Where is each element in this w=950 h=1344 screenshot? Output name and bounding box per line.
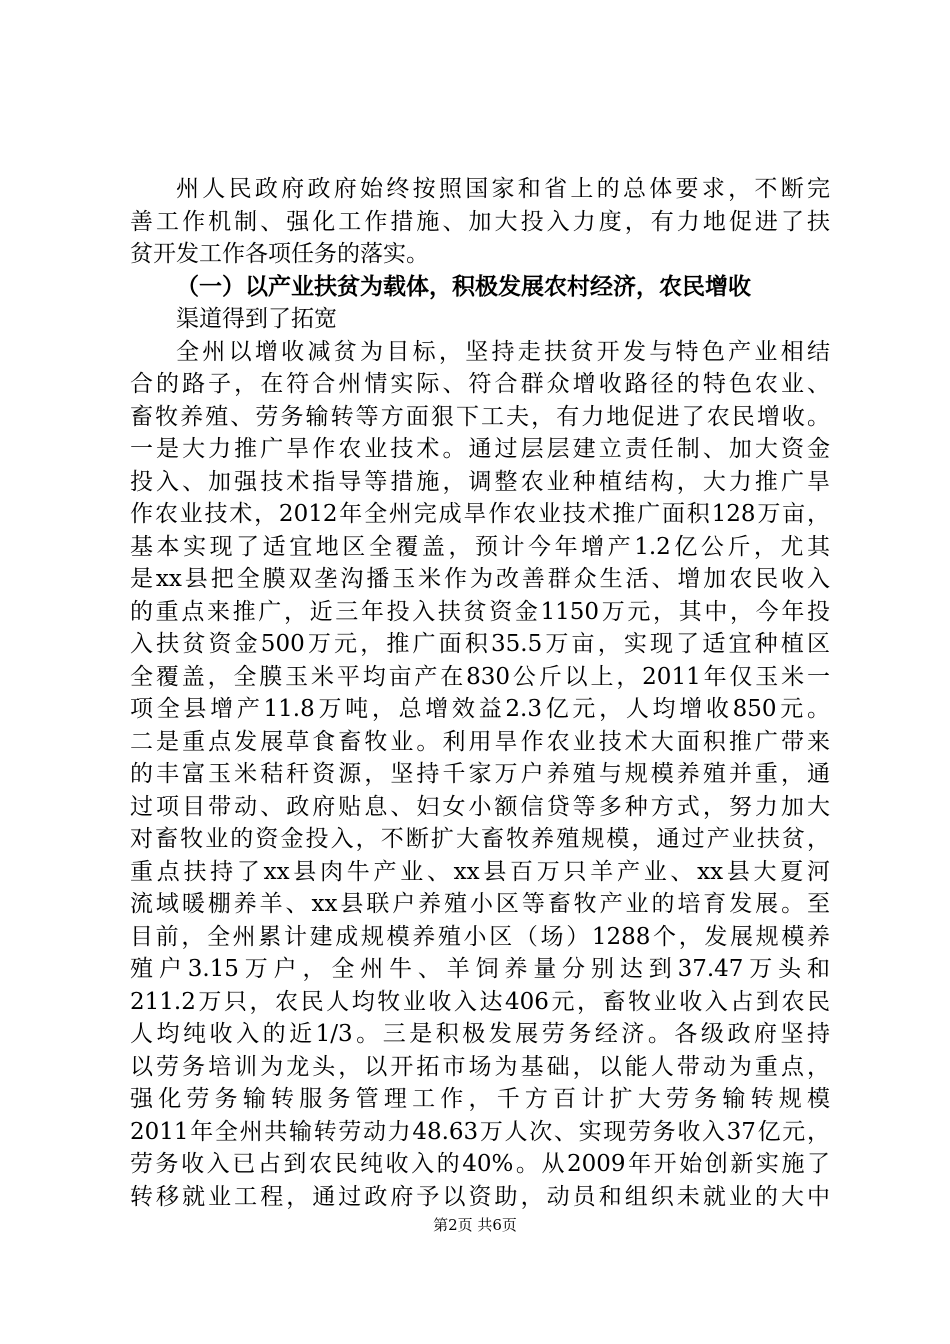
paragraph-line: 合的路子，在符合州情实际、符合群众增收路径的特色农业、 (130, 371, 830, 397)
paragraph-line: 以劳务培训为龙头，以开拓市场为基础，以能人带动为重点， (130, 1053, 830, 1080)
paragraph-line: 全州以增收减贫为目标，坚持走扶贫开发与特色产业相结 (176, 338, 830, 365)
paragraph-line: 基本实现了适宜地区全覆盖，预计今年增产1.2亿公斤，尤其 (130, 533, 830, 560)
paragraph-line: 是xx县把全膜双垄沟播玉米作为改善群众生活、增加农民收入 (130, 566, 830, 592)
paragraph-line: 的丰富玉米秸秆资源，坚持千家万户养殖与规模养殖并重，通 (130, 761, 830, 787)
paragraph-line: 投入、加强技术指导等措施，调整农业种植结构，大力推广旱 (130, 468, 830, 495)
paragraph-line: 州人民政府政府始终按照国家和省上的总体要求，不断完 (176, 176, 830, 202)
paragraph-line: 二是重点发展草食畜牧业。利用旱作农业技术大面积推广带来 (130, 728, 830, 755)
paragraph-line: 项全县增产11.8万吨，总增效益2.3亿元，人均增收850元。 (130, 696, 830, 722)
section-heading-continuation: 渠道得到了拓宽 (176, 306, 337, 332)
page-number-footer: 第2页 共6页 (433, 1216, 517, 1234)
paragraph-line: 殖户3.15万户，全州牛、羊饲养量分别达到37.47万头和 (130, 956, 830, 982)
paragraph-line: 劳务收入已占到农民纯收入的40%。从2009年开始创新实施了 (130, 1151, 830, 1177)
paragraph-line: 贫开发工作各项任务的落实。 (130, 241, 429, 267)
paragraph-line: 目前，全州累计建成规模养殖小区（场）1288个，发展规模养 (130, 923, 830, 950)
paragraph-line: 211.2万只，农民人均牧业收入达406元，畜牧业收入占到农民 (130, 988, 830, 1015)
paragraph-line: 重点扶持了xx县肉牛产业、xx县百万只羊产业、xx县大夏河 (130, 858, 830, 885)
paragraph-line: 对畜牧业的资金投入，不断扩大畜牧养殖规模，通过产业扶贫， (130, 826, 830, 852)
paragraph-line: 转移就业工程，通过政府予以资助，动员和组织未就业的大中 (130, 1183, 830, 1210)
paragraph-line: 的重点来推广，近三年投入扶贫资金1150万元，其中，今年投 (130, 598, 830, 625)
paragraph-line: 2011年全州共输转劳动力48.63万人次、实现劳务收入37亿元， (130, 1118, 830, 1145)
paragraph-line: 过项目带动、政府贴息、妇女小额信贷等多种方式，努力加大 (130, 793, 830, 820)
paragraph-line: 人均纯收入的近1/3。三是积极发展劳务经济。各级政府坚持 (130, 1021, 830, 1047)
paragraph-line: 入扶贫资金500万元，推广面积35.5万亩，实现了适宜种植区 (130, 631, 830, 657)
section-heading: （一）以产业扶贫为载体，积极发展农村经济，农民增收 (176, 273, 751, 300)
paragraph-line: 流域暖棚养羊、xx县联户养殖小区等畜牧产业的培育发展。至 (130, 891, 830, 917)
paragraph-line: 全覆盖，全膜玉米平均亩产在830公斤以上，2011年仅玉米一 (130, 663, 830, 690)
paragraph-line: 善工作机制、强化工作措施、加大投入力度，有力地促进了扶 (130, 208, 830, 235)
paragraph-line: 畜牧养殖、劳务输转等方面狠下工夫，有力地促进了农民增收。 (130, 403, 830, 430)
paragraph-line: 一是大力推广旱作农业技术。通过层层建立责任制、加大资金 (130, 436, 830, 462)
document-body (130, 173, 830, 1213)
paragraph-line: 作农业技术，2012年全州完成旱作农业技术推广面积128万亩， (130, 501, 830, 527)
paragraph-line: 强化劳务输转服务管理工作，千方百计扩大劳务输转规模 (130, 1086, 830, 1112)
